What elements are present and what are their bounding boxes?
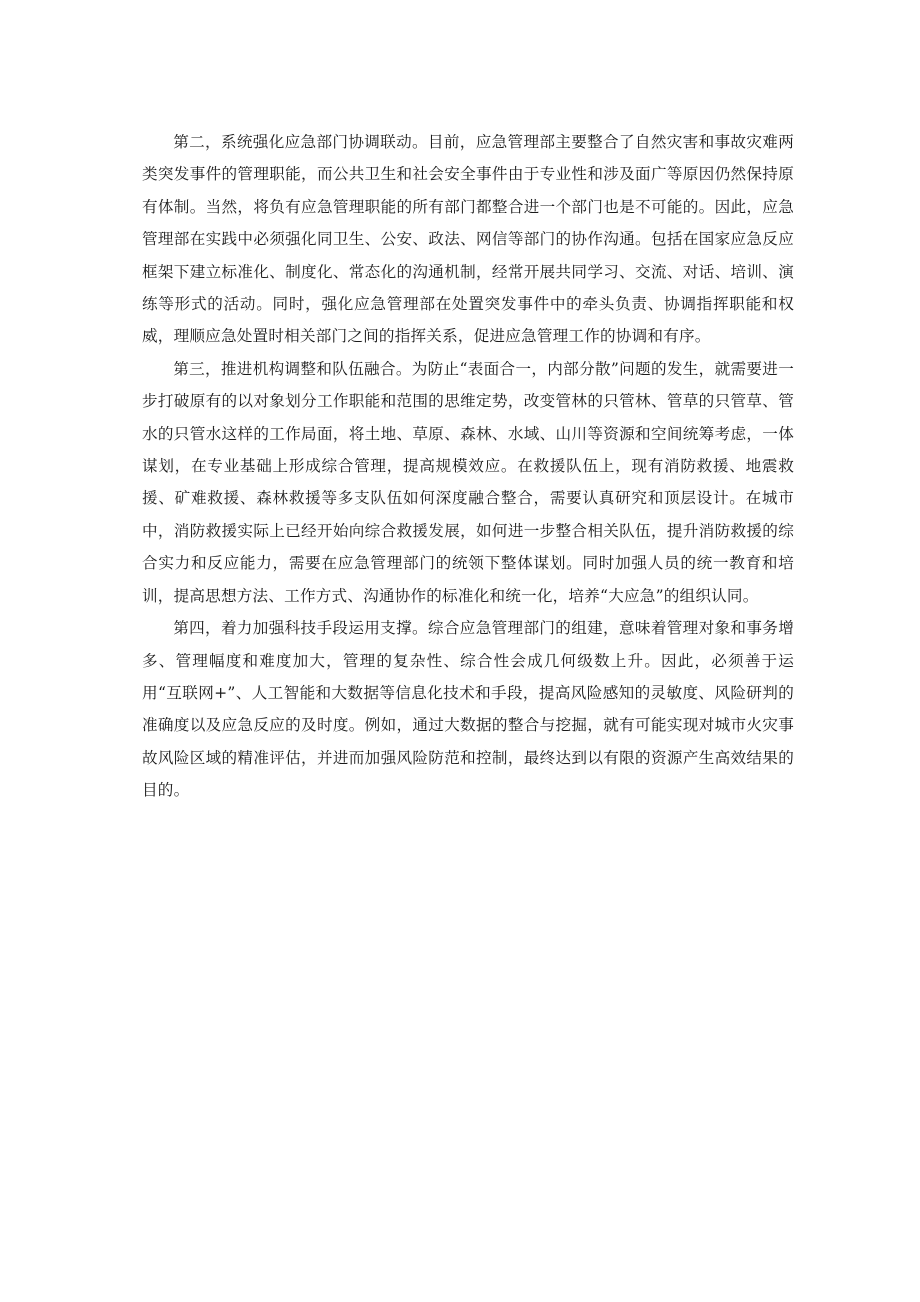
document-body — [142, 126, 794, 807]
paragraph-coordination: 第二，系统强化应急部门协调联动。目前，应急管理部主要整合了自然灾害和事故灾难两类突发事件的管理职能，而公共卫生和社会安全事件由于专业性和涉及面广等原因仍然保持原有体制。当然，将负有应急管理职能的所有部门都整合进一个部门也是不可能的。因此，应急管理部在实践中必须强化同卫生、公安、政法、网信等部门的协作沟通。包括在国家应急反应框架下建立标准化、制度化、常态化的沟通机制，经常开展共同学习、交流、对话、培训、演练等形式的活动。同时，强化应急管理部在处置突发事件中的牵头负责、协调指挥职能和权威，理顺应急处置时相关部门之间的指挥关系，促进应急管理工作的协调和有序。 — [142, 133, 794, 346]
paragraph-technology-support: 第四，着力加强科技手段运用支撑。综合应急管理部门的组建，意味着管理对象和事务增多、管理幅度和难度加大，管理的复杂性、综合性会成几何级数上升。因此，必须善于运用“互联网+”、人工智能和大数据等信息化技术和手段，提高风险感知的灵敏度、风险研判的准确度以及应急反应的及时度。例如，通过大数据的整合与挖掘，就有可能实现对城市火灾事故风险区域的精准评估，并进而加强风险防范和控制，最终达到以有限的资源产生高效结果的目的。 — [142, 619, 794, 800]
paragraph-team-integration: 第三，推进机构调整和队伍融合。为防止“表面合一，内部分散”问题的发生，就需要进一步打破原有的以对象划分工作职能和范围的思维定势，改变管林的只管林、管草的只管草、管水的只管水这样的工作局面，将土地、草原、森林、水域、山川等资源和空间统筹考虑，一体谋划，在专业基础上形成综合管理，提高规模效应。在救援队伍上，现有消防救援、地震救援、矿难救援、森林救援等多支队伍如何深度融合整合，需要认真研究和顶层设计。在城市中，消防救援实际上已经开始向综合救援发展，如何进一步整合相关队伍，提升消防救援的综合实力和反应能力，需要在应急管理部门的统领下整体谋划。同时加强人员的统一教育和培训，提高思想方法、工作方式、沟通协作的标准化和统一化，培养“大应急”的组织认同。 — [142, 359, 794, 605]
